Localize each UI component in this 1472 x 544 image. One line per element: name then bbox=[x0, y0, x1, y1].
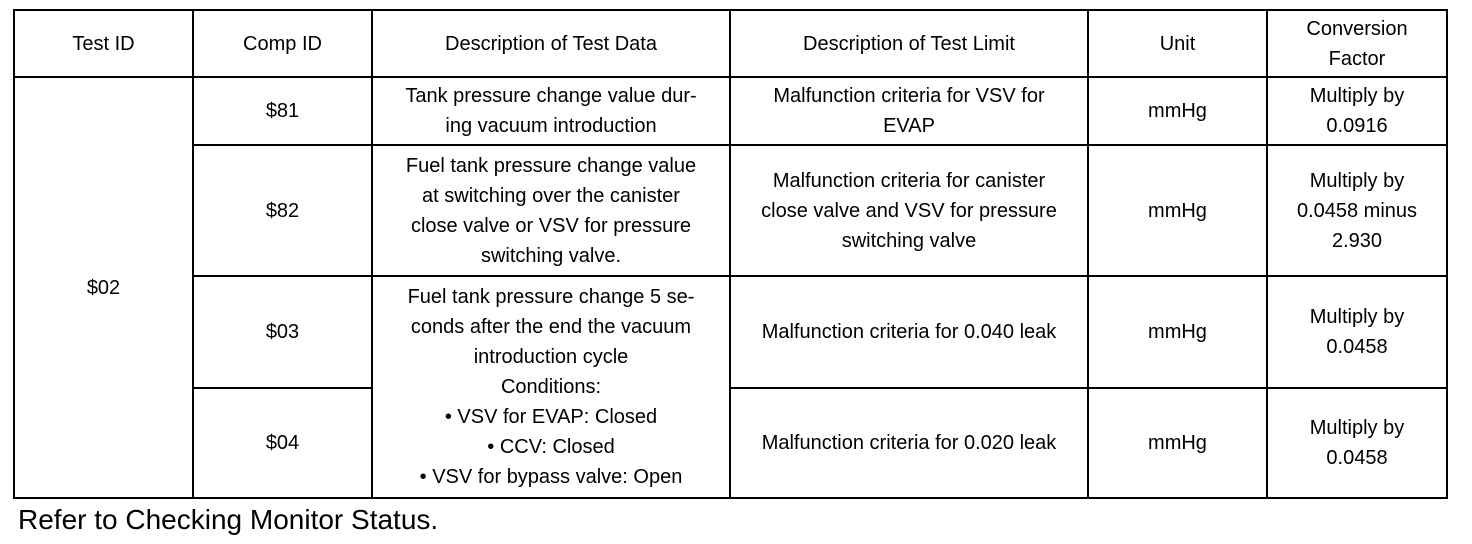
conversion-line: 0.0916 bbox=[1326, 115, 1388, 137]
description-line: ing vacuum introduction bbox=[445, 115, 657, 137]
conversion-line: Multiply by bbox=[1309, 417, 1405, 439]
conversion-cell bbox=[1267, 77, 1447, 145]
description-line: Tank pressure change value dur- bbox=[405, 85, 697, 107]
description-line: conds after the end the vacuum bbox=[410, 316, 692, 338]
conversion-cell bbox=[1267, 388, 1447, 498]
conversion-line: 0.0458 minus bbox=[1296, 199, 1418, 222]
description-line: switching valve. bbox=[480, 244, 622, 267]
conversion-line: Multiply by bbox=[1309, 306, 1405, 328]
unit-cell: mmHg bbox=[1088, 388, 1267, 498]
footer-note: Refer to Checking Monitor Status. bbox=[18, 504, 439, 535]
description-line: at switching over the canister bbox=[422, 184, 680, 207]
header-description-test-limit: Description of Test Limit bbox=[730, 10, 1088, 77]
conversion-line: Multiply by bbox=[1309, 85, 1405, 107]
unit-cell: mmHg bbox=[1088, 145, 1267, 276]
conversion-line: Multiply by bbox=[1309, 169, 1405, 192]
header-test-id: Test ID bbox=[14, 10, 193, 77]
condition-item: • VSV for EVAP: Closed bbox=[444, 406, 658, 428]
conversion-line: 0.0458 bbox=[1326, 336, 1388, 358]
conversion-line: 0.0458 bbox=[1326, 447, 1388, 469]
table-row bbox=[14, 77, 1447, 145]
conditions-label: Conditions: bbox=[500, 376, 602, 398]
monitor-test-table bbox=[13, 9, 1448, 499]
unit-cell: mmHg bbox=[1088, 77, 1267, 145]
limit-line: close valve and VSV for pressure bbox=[761, 199, 1057, 222]
table-row bbox=[14, 388, 1447, 498]
condition-item: • CCV: Closed bbox=[487, 436, 615, 458]
limit-cell bbox=[730, 145, 1088, 276]
header-description-test-data: Description of Test Data bbox=[372, 10, 730, 77]
description-line: Fuel tank pressure change value bbox=[405, 154, 697, 177]
comp-id-cell: $82 bbox=[193, 145, 372, 276]
limit-cell: Malfunction criteria for 0.040 leak bbox=[730, 276, 1088, 388]
conversion-cell bbox=[1267, 276, 1447, 388]
header-conversion-line2: Factor bbox=[1328, 47, 1386, 70]
limit-line: Malfunction criteria for canister bbox=[772, 169, 1046, 192]
table-row bbox=[14, 276, 1447, 388]
description-line: Fuel tank pressure change 5 se- bbox=[407, 286, 695, 308]
condition-item: • VSV for bypass valve: Open bbox=[419, 466, 683, 488]
header-comp-id: Comp ID bbox=[193, 10, 372, 77]
description-cell bbox=[372, 145, 730, 276]
limit-line: Malfunction criteria for VSV for bbox=[773, 85, 1045, 107]
merged-description-cell bbox=[372, 276, 730, 498]
comp-id-cell: $03 bbox=[193, 276, 372, 388]
limit-line: EVAP bbox=[883, 115, 935, 137]
conditions-list bbox=[373, 402, 729, 492]
conversion-line: 2.930 bbox=[1331, 229, 1383, 252]
unit-cell: mmHg bbox=[1088, 276, 1267, 388]
conversion-cell bbox=[1267, 145, 1447, 276]
description-line: close valve or VSV for pressure bbox=[410, 214, 692, 237]
header-conversion-factor bbox=[1267, 10, 1447, 77]
limit-line: switching valve bbox=[841, 229, 977, 252]
header-unit: Unit bbox=[1088, 10, 1267, 77]
description-cell bbox=[372, 77, 730, 145]
header-conversion-line1: Conversion bbox=[1306, 17, 1408, 40]
comp-id-cell: $04 bbox=[193, 388, 372, 498]
table-header-row bbox=[14, 10, 1447, 77]
comp-id-cell: $81 bbox=[193, 77, 372, 145]
test-id-cell: $02 bbox=[14, 77, 193, 498]
limit-cell bbox=[730, 77, 1088, 145]
limit-cell: Malfunction criteria for 0.020 leak bbox=[730, 388, 1088, 498]
description-line: introduction cycle bbox=[473, 346, 629, 368]
table-row bbox=[14, 145, 1447, 276]
